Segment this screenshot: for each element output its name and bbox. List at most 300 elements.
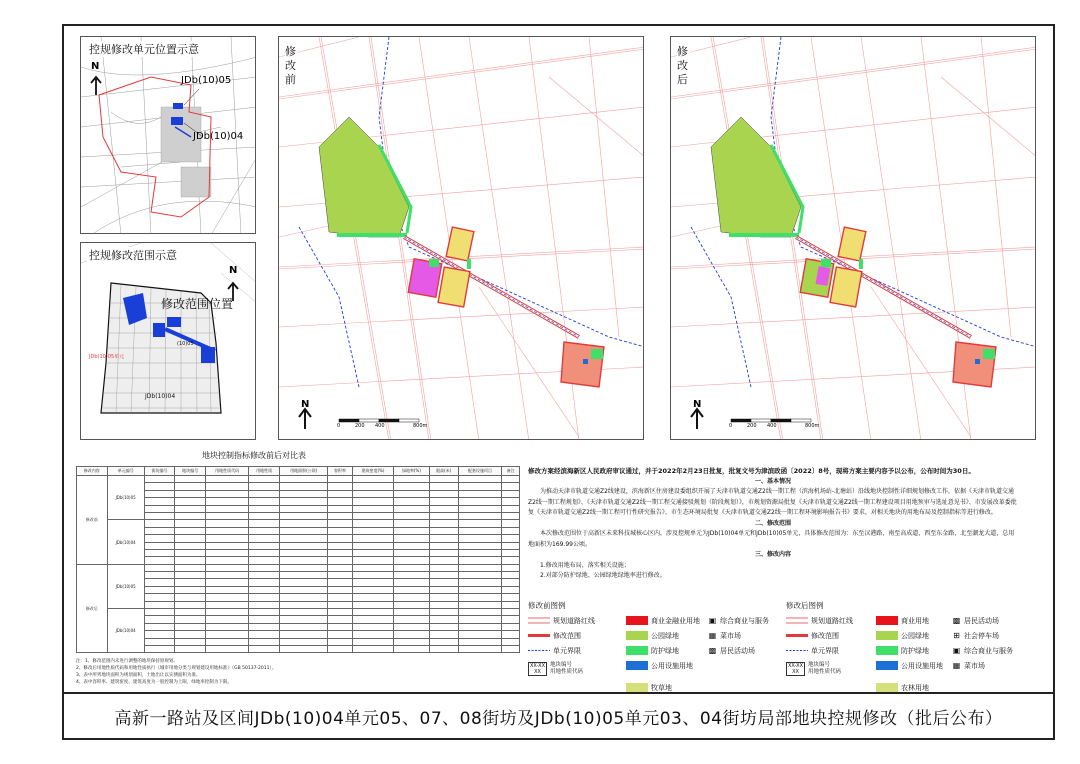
table-cell	[394, 557, 429, 564]
table-cell	[429, 512, 458, 519]
table-cell	[458, 498, 501, 505]
table-cell	[279, 557, 327, 564]
table-cell	[249, 638, 280, 645]
scale-800: 800m	[805, 423, 820, 429]
legend-item: 防护绿地	[876, 645, 952, 656]
legend-before	[528, 600, 778, 693]
description-lead: 修改方案经滨海新区人民政府审议通过，并于2022年2月23日批复，批复文号为津滨政函〔2022〕8号，现将方案主要内容予以公布，公布时间为30日。	[528, 467, 975, 475]
table-cell	[458, 623, 501, 630]
table-cell	[328, 601, 352, 608]
table-cell	[394, 572, 429, 579]
table-cell	[352, 498, 394, 505]
range-label-05b: (10)05	[177, 341, 194, 347]
scale-bar-segment	[399, 419, 419, 422]
table-cell	[175, 616, 206, 623]
table-cell	[352, 505, 394, 512]
north-arrow-icon	[91, 77, 101, 95]
table-cell	[249, 586, 280, 593]
table-cell	[205, 535, 248, 542]
table-cell	[502, 476, 520, 483]
table-header: 单元编号	[107, 467, 144, 476]
legend-item: 商业金融业用地	[626, 615, 708, 626]
table-cell	[352, 483, 394, 490]
legend-item: ▦ 菜市场	[708, 631, 741, 640]
planned-road	[861, 37, 921, 440]
legend-item: 单元界限	[786, 645, 876, 656]
table-cell	[502, 498, 520, 505]
table-cell	[205, 505, 248, 512]
table-cell	[352, 476, 394, 483]
table-cell	[352, 631, 394, 638]
legend-item: ⊞ 社会停车场	[953, 631, 999, 640]
table-cell	[458, 476, 501, 483]
table-cell	[502, 638, 520, 645]
utility-block	[583, 359, 588, 364]
table-cell	[328, 483, 352, 490]
table-cell	[144, 549, 175, 556]
table-cell	[458, 505, 501, 512]
table-cell	[144, 520, 175, 527]
description-text	[528, 466, 1018, 582]
table-cell	[279, 572, 327, 579]
planned-road	[371, 37, 431, 440]
location-panel-title: 控规修改单元位置示意	[89, 43, 199, 56]
legend-item: 牧草地	[626, 682, 708, 693]
table-cell	[205, 498, 248, 505]
table-title: 地块控制指标修改前后对比表	[202, 451, 306, 460]
section-2-body: 本次修改范围位于高新区未来科技城核心区内，涉及控规单元为JDb(10)04单元和JDb(10)05单元，具体修改范围为：东至汉港路，南至高成道，西至东金路，北至潮龙大道，总用地面积为169.99公顷。	[528, 530, 1015, 548]
table-cell	[205, 601, 248, 608]
table-cell	[352, 594, 394, 601]
scale-bar-segment	[339, 419, 359, 422]
table-cell	[394, 542, 429, 549]
table-cell	[144, 490, 175, 497]
table-cell	[502, 631, 520, 638]
table-cell	[144, 505, 175, 512]
commercial-swatch	[876, 616, 898, 625]
scale-0: 0	[729, 423, 733, 429]
table-cell	[458, 586, 501, 593]
utility-swatch	[626, 661, 648, 670]
table-cell	[249, 483, 280, 490]
table-cell	[458, 594, 501, 601]
table-cell	[429, 623, 458, 630]
table-cell	[175, 645, 206, 652]
table-cell	[352, 616, 394, 623]
table-cell	[458, 535, 501, 542]
table-cell	[458, 616, 501, 623]
table-cell	[279, 638, 327, 645]
table-cell	[429, 520, 458, 527]
table-cell	[144, 535, 175, 542]
table-row	[77, 564, 520, 571]
table-cell	[144, 616, 175, 623]
table-cell	[144, 527, 175, 534]
planned-road	[549, 77, 644, 157]
table-cell	[502, 579, 520, 586]
table-cell	[502, 483, 520, 490]
scale-bar-segment	[731, 419, 751, 422]
table-cell	[352, 586, 394, 593]
protective-block	[591, 349, 603, 359]
table-cell	[352, 645, 394, 652]
table-cell	[458, 609, 501, 616]
location-label-04: JDb(10)04	[193, 131, 244, 142]
table-cell	[502, 505, 520, 512]
commercial-service-icon: ▣	[952, 646, 961, 655]
table-cell	[328, 520, 352, 527]
table-cell	[205, 483, 248, 490]
unit-boundary-line	[299, 227, 359, 387]
indicator-table	[76, 466, 520, 654]
table-cell	[175, 483, 206, 490]
unit-boundary-line	[691, 227, 751, 387]
table-cell	[249, 520, 280, 527]
scale-bar-segment	[771, 419, 791, 422]
planned-road	[941, 77, 1036, 157]
table-cell	[458, 490, 501, 497]
table-cell	[394, 535, 429, 542]
table-cell	[279, 645, 327, 652]
protective-block	[821, 259, 831, 267]
market-icon: ▦	[708, 631, 717, 640]
table-cell	[458, 557, 501, 564]
scale-bar-segment	[379, 419, 399, 422]
table-cell	[175, 601, 206, 608]
table-cell	[458, 579, 501, 586]
table-cell	[458, 527, 501, 534]
parking-icon: ⊞	[953, 631, 960, 640]
table-cell	[175, 535, 206, 542]
table-cell	[279, 476, 327, 483]
table-cell	[458, 564, 501, 571]
table-cell	[458, 512, 501, 519]
table-cell	[394, 609, 429, 616]
table-cell	[279, 542, 327, 549]
table-cell	[458, 520, 501, 527]
table-cell	[352, 549, 394, 556]
commercial-yellow-block	[446, 227, 474, 261]
table-cell	[328, 572, 352, 579]
table-cell	[429, 645, 458, 652]
table-cell	[249, 512, 280, 519]
section-1-body: 为推动天津市轨道交通Z2线建设，滨海新区住房建设委组织开展了天津市轨道交通Z2线一期工程（滨海机场站-北塘站）沿线地块控制性详细规划修改工作，依据《天津市轨道交通Z2线一期工程规划》、《天津市轨道交通Z2线一期工程交通接驳规划（阶段规划）》，市规划资源局批复《天津市轨道交通Z2线一期工程建设项目用地预审与选址意见书》、市发展改革委批复《天津市轨道交通Z2线一期工程可行性研究报告》、市生态环境局批复《天津市轨道交通Z2线一期工程环境影响报告书》要求，对相关地块的用地布局及控制指标等进行修改。	[528, 488, 1017, 516]
north-arrow-icon	[299, 409, 311, 429]
table-cell	[429, 549, 458, 556]
scale-200: 200	[747, 423, 757, 429]
table-cell	[205, 623, 248, 630]
protective-strip	[729, 233, 799, 237]
legend-item: 公园绿地	[876, 630, 952, 641]
table-header: 用地性质代码	[205, 467, 248, 476]
table-cell	[205, 609, 248, 616]
table-cell	[144, 638, 175, 645]
table-cell	[352, 564, 394, 571]
unit-line-swatch	[528, 646, 550, 655]
range-position-label: 修改范围位置	[161, 297, 234, 311]
table-cell	[328, 527, 352, 534]
table-cell	[429, 476, 458, 483]
table-cell	[502, 512, 520, 519]
table-cell	[502, 535, 520, 542]
table-cell	[458, 645, 501, 652]
table-cell	[328, 579, 352, 586]
table-cell	[328, 594, 352, 601]
table-cell	[279, 564, 327, 571]
scale-bar-segment	[359, 419, 379, 422]
legend-after	[786, 600, 1036, 693]
road-line-swatch	[786, 616, 808, 625]
table-cell	[394, 549, 429, 556]
legend-item: 公用设施用地	[626, 660, 708, 671]
table-cell	[175, 520, 206, 527]
legend-before-title: 修改前图例	[528, 601, 566, 610]
table-cell	[429, 631, 458, 638]
table-cell	[249, 631, 280, 638]
table-cell	[502, 572, 520, 579]
table-cell	[429, 601, 458, 608]
location-label-05: JDb(10)05	[181, 75, 232, 86]
table-cell	[328, 498, 352, 505]
table-cell	[394, 638, 429, 645]
table-cell	[458, 542, 501, 549]
planned-road	[671, 47, 1036, 97]
range-north-label: N	[229, 265, 238, 276]
after-map-label: 修改后	[677, 45, 688, 86]
table-cell	[205, 490, 248, 497]
table-cell	[328, 512, 352, 519]
table-cell	[144, 631, 175, 638]
park-swatch	[626, 631, 648, 640]
table-row	[77, 476, 520, 483]
table-cell	[175, 557, 206, 564]
table-cell	[279, 609, 327, 616]
table-cell	[328, 564, 352, 571]
table-cell	[328, 616, 352, 623]
table-cell	[144, 586, 175, 593]
section-3-title: 三、修改内容	[754, 551, 791, 558]
north-arrow-icon	[691, 409, 703, 429]
table-cell	[144, 512, 175, 519]
table-cell	[279, 586, 327, 593]
table-cell	[205, 638, 248, 645]
before-scale-labels	[337, 423, 437, 433]
table-header: 建筑密度(%)	[352, 467, 394, 476]
table-cell	[249, 505, 280, 512]
table-cell	[502, 527, 520, 534]
table-cell	[502, 616, 520, 623]
table-cell	[249, 594, 280, 601]
note-line: 4、表中容积率、建筑密度、建筑高度为一般控制为上限，绿地率控制为下限。	[76, 680, 232, 685]
after-north-label: N	[693, 399, 702, 410]
market-icon: ▦	[952, 661, 961, 670]
table-cell	[502, 586, 520, 593]
table-cell	[394, 594, 429, 601]
table-notes	[76, 658, 496, 686]
legend-item: XX-XX XX 地块编号 用地性质代码	[530, 662, 584, 675]
table-cell	[175, 623, 206, 630]
table-cell	[205, 557, 248, 564]
table-cell	[249, 616, 280, 623]
table-cell: 修改后	[77, 564, 108, 653]
range-panel	[80, 242, 256, 440]
section-3-item: 2.对部分防护绿地、公园绿地绿地率进行修改。	[540, 572, 666, 579]
table-cell	[249, 609, 280, 616]
table-cell	[205, 616, 248, 623]
table-cell	[429, 483, 458, 490]
table-cell	[394, 520, 429, 527]
activity-icon: ▩	[952, 616, 961, 625]
table-cell	[429, 638, 458, 645]
unit-05-marker	[173, 103, 183, 109]
table-cell: JDb(10)04	[107, 609, 144, 653]
table-cell	[352, 557, 394, 564]
table-cell	[394, 564, 429, 571]
table-cell	[175, 549, 206, 556]
table-cell	[352, 490, 394, 497]
table-cell: JDb(10)05	[107, 476, 144, 520]
table-cell	[279, 490, 327, 497]
table-cell	[394, 586, 429, 593]
table-cell	[205, 476, 248, 483]
table-cell	[352, 512, 394, 519]
table-cell	[249, 542, 280, 549]
table-header: 用地面积(公顷)	[279, 467, 327, 476]
table-cell	[279, 623, 327, 630]
table-cell	[279, 527, 327, 534]
range-label-05: JDb(10)05单元	[89, 354, 125, 360]
table-header: 备注	[502, 467, 520, 476]
table-cell	[144, 594, 175, 601]
protective-swatch	[876, 646, 898, 655]
table-cell	[328, 542, 352, 549]
table-cell	[328, 535, 352, 542]
table-cell: 修改前	[77, 476, 108, 565]
legend-after-title: 修改后图例	[786, 601, 824, 610]
table-cell	[144, 645, 175, 652]
table-header: 配套设施项目	[458, 467, 501, 476]
table-cell	[429, 609, 458, 616]
table-cell	[352, 520, 394, 527]
range-panel-title: 控规修改范围示意	[89, 249, 177, 262]
table-cell	[279, 520, 327, 527]
table-cell	[175, 579, 206, 586]
table-cell	[502, 623, 520, 630]
activity-icon: ▩	[708, 646, 717, 655]
before-north-label: N	[301, 399, 310, 410]
note-line: 2、修改后用地性质代码和用地性质执行《城市用地分类与规划建设用地标准》（GB 50137-2011）。	[76, 666, 277, 671]
section-2-title: 二、修改范围	[754, 519, 791, 527]
table-cell	[394, 498, 429, 505]
table-cell	[352, 527, 394, 534]
table-cell	[502, 594, 520, 601]
table-cell	[144, 572, 175, 579]
utility-swatch	[876, 661, 898, 670]
table-cell	[352, 601, 394, 608]
table-header: 修改内容	[77, 467, 108, 476]
protective-strip	[337, 233, 407, 237]
legend-item: ▣ 综合商业与服务	[952, 646, 1013, 655]
table-cell	[205, 542, 248, 549]
table-cell	[394, 483, 429, 490]
table-cell: JDb(10)05	[107, 564, 144, 608]
table-cell	[205, 631, 248, 638]
table-cell	[328, 623, 352, 630]
table-cell	[429, 527, 458, 534]
planned-road	[981, 37, 1011, 337]
table-cell	[175, 505, 206, 512]
table-cell	[502, 601, 520, 608]
table-cell	[175, 498, 206, 505]
table-cell	[328, 505, 352, 512]
table-cell	[175, 572, 206, 579]
table-cell	[502, 564, 520, 571]
table-cell	[394, 645, 429, 652]
table-cell	[458, 483, 501, 490]
table-cell	[458, 572, 501, 579]
table-cell	[394, 623, 429, 630]
legend-item: 规划道路红线	[786, 615, 876, 626]
table-cell	[429, 564, 458, 571]
table-cell	[175, 490, 206, 497]
planned-road	[713, 37, 783, 440]
pasture-swatch	[626, 683, 648, 692]
scale-200: 200	[355, 423, 365, 429]
table-header: 绿地率(%)	[394, 467, 429, 476]
table-cell	[249, 601, 280, 608]
table-cell	[458, 601, 501, 608]
table-cell	[205, 579, 248, 586]
table-cell	[205, 520, 248, 527]
code-tag: XX-XX XX	[530, 663, 546, 675]
table-cell	[144, 476, 175, 483]
table-cell	[394, 631, 429, 638]
table-cell	[279, 631, 327, 638]
code-tag: XX-XX XX	[788, 663, 804, 675]
table-cell	[279, 594, 327, 601]
table-cell	[144, 601, 175, 608]
after-land-use-map	[671, 37, 1036, 440]
table-cell	[205, 645, 248, 652]
table-cell	[502, 490, 520, 497]
scale-bar-segment	[751, 419, 771, 422]
table-cell	[249, 535, 280, 542]
location-panel	[80, 36, 256, 234]
legend-item: 公园绿地	[626, 630, 708, 641]
protective-block	[983, 349, 995, 359]
table-cell	[429, 572, 458, 579]
table-cell	[175, 638, 206, 645]
legend-item: 单元界限	[528, 645, 626, 656]
plan-title: 高新一路站及区间JDb(10)04单元05、07、08街坊及JDb(10)05单元03、04街坊局部地块控规修改（批后公布）	[64, 692, 1053, 738]
table-cell	[279, 505, 327, 512]
table-row	[77, 609, 520, 616]
table-cell	[328, 490, 352, 497]
table-cell	[205, 572, 248, 579]
planned-road	[279, 49, 644, 99]
salmon-block	[561, 342, 604, 387]
salmon-block	[953, 342, 996, 387]
table-cell	[144, 579, 175, 586]
table-header: 地块编号	[175, 467, 206, 476]
section-1-title: 一、基本情况	[754, 477, 791, 485]
legend-item: ▦ 菜市场	[952, 661, 985, 670]
table-cell	[429, 542, 458, 549]
table-cell	[249, 579, 280, 586]
before-map-label: 修改前	[285, 45, 296, 86]
table-cell	[328, 557, 352, 564]
table-cell	[328, 631, 352, 638]
